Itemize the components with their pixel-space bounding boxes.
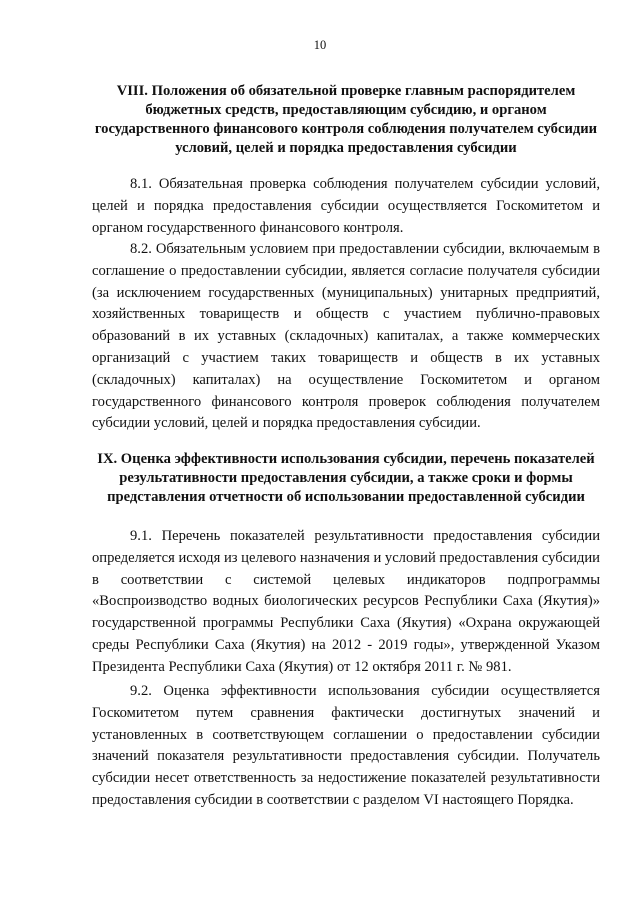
paragraph-8-1: 8.1. Обязательная проверка соблюдения получателем субсидии условий, целей и порядка предоставления субсидии осуществляется Госкомитетом и органом государственного финансового контроля. <box>92 176 600 236</box>
paragraph-9-1: 9.1. Перечень показателей результативности предоставления субсидии определяется исходя из целевого назначения и условий предоставления субсидии в соответствии с системой целевых индикаторов подпрограммы «Воспроизводство водных биологических ресурсов Республики Саха (Якутия)» государственной программы Республики Саха (Якутия) «Охрана окружающей среды Республики Саха (Якутия) на 2012 - 2019 годы», утвержденной Указом Президента Республики Саха (Якутия) от 12 октября 2011 г. № 981. <box>92 528 600 675</box>
paragraph-9-2: 9.2. Оценка эффективности использования субсидии осуществляется Госкомитетом путем сравнения фактически достигнутых значений и установленных в соответствующем соглашении о предоставлении субсидии значений показателя результативности предоставления субсидии. Получатель субсидии несет ответственность за недостижение показателей результативности предоставления субсидии в соответствии с разделом VI настоящего Порядка. <box>92 683 600 808</box>
section-heading-ix: IX. Оценка эффективности использования субсидии, перечень показателей результативности предоставления субсидии, а также сроки и формы представления отчетности об использовании предоставленной субсидии <box>97 451 595 505</box>
page-number: 10 <box>313 38 327 52</box>
paragraph-8-2: 8.2. Обязательным условием при предоставлении субсидии, включаемым в соглашение о предоставлении субсидии, является согласие получателя субсидии (за исключением государственных (муниципальных) унитарных предприятий, хозяйственных товариществ и обществ с участием публично-правовых образований в их уставных (складочных) капиталах, а также коммерческих организаций с участием таких товариществ и обществ в их уставных (складочных) капиталах) на осуществление Госкомитетом и органом государственного финансового контроля проверок соблюдения получателем субсидии условий, целей и порядка предоставления субсидии. <box>92 241 600 432</box>
section-heading-viii: VIII. Положения об обязательной проверке главным распорядителем бюджетных средств, предоставляющим субсидию, и органом государственного финансового контроля соблюдения получателем субсидии условий, целей и порядка предоставления субсидии <box>94 83 598 156</box>
